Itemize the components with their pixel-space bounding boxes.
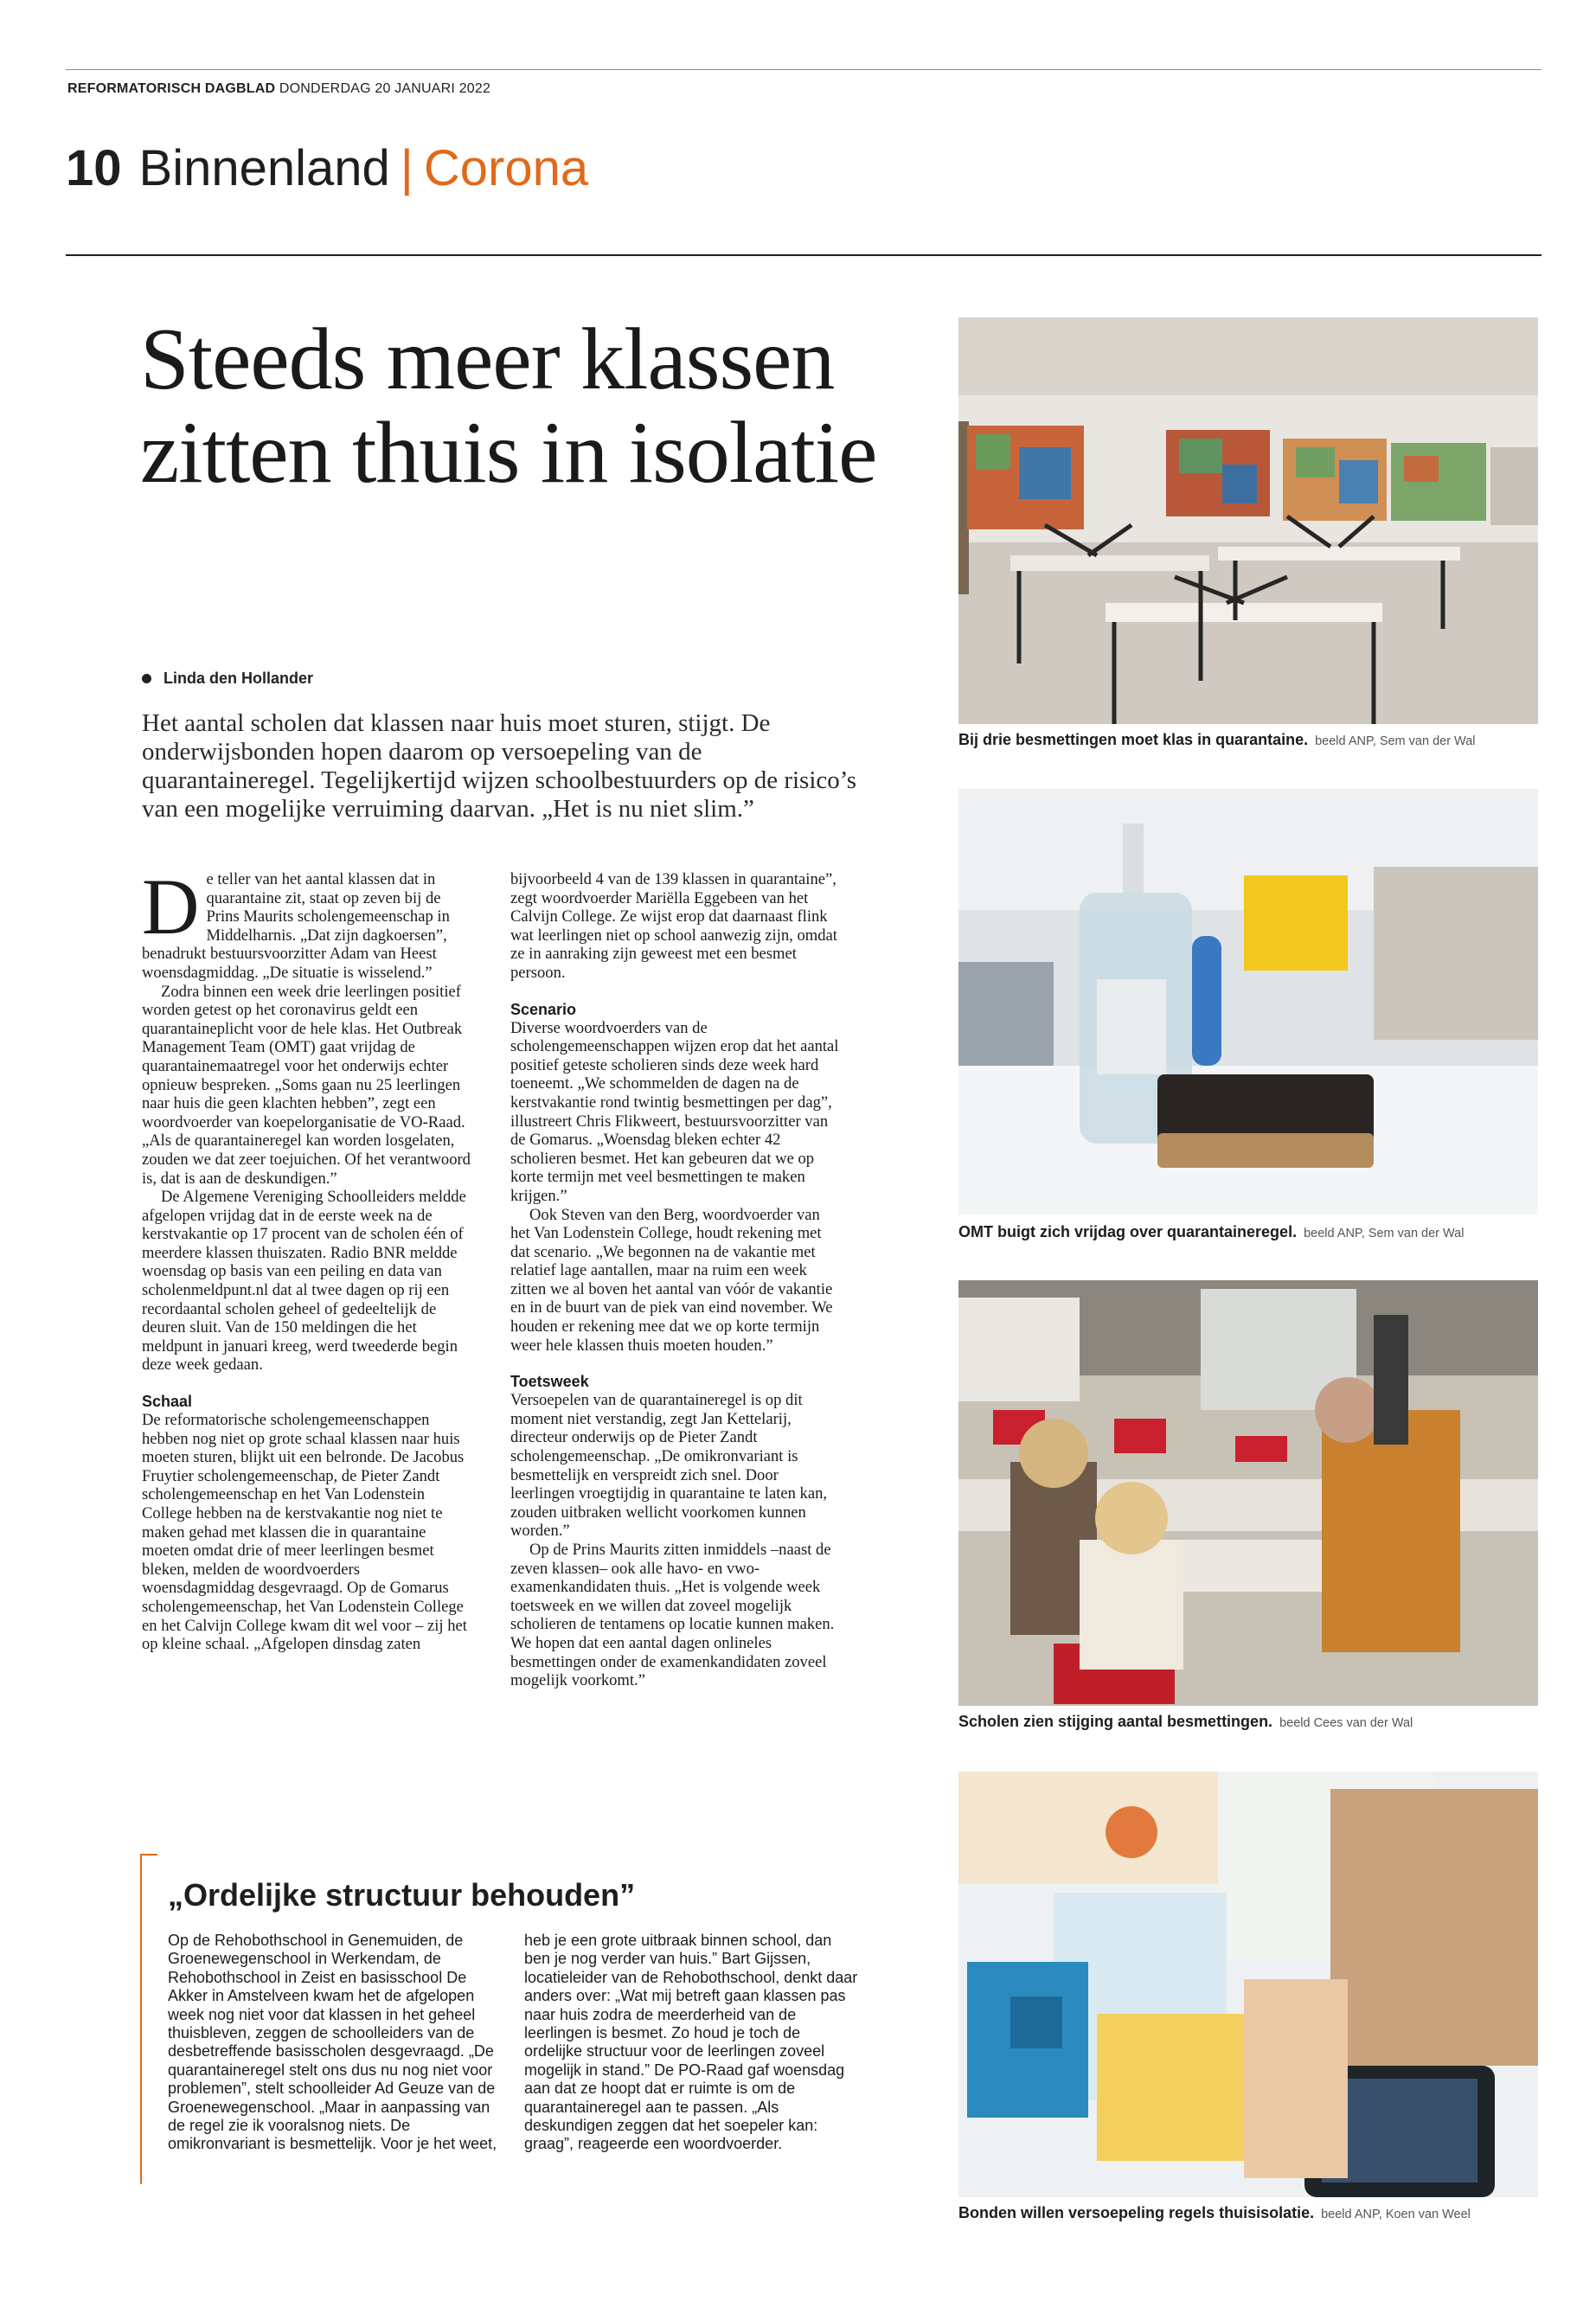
section-name: Binnenland [138, 140, 390, 196]
sidebar-accent-bar [140, 1854, 142, 2184]
article-column-1 [142, 862, 474, 1654]
subheading: Scenario [510, 1000, 577, 1018]
paragraph: Versoepelen van de quarantaineregel is op dit moment niet verstandig, zegt Jan Kettelarij, directeur onderwijs op de Pieter Zandt scholengemeenschap. „De omikronvariant is besmettelijk en verspreidt zich snel. Door leerlingen vroegtijdig in quarantaine te laten kan, zouden uitbraken wellicht voorkomen kunnen worden.” [510, 1391, 828, 1541]
paragraph: bijvoorbeeld 4 van de 139 klassen in quarantaine”, zegt woordvoerder Mariëlla Eggebeen van het Calvijn College. Ze wijst erop dat daarnaast flink wat leerlingen niet op school aanwezig zijn, omdat ze in aanraking zijn geweest met een besmet persoon. [510, 870, 837, 982]
paragraph-text: e teller van het aantal klassen dat in quarantaine zit, staat op zeven bij de Prins Maurits scholengemeenschap in Middelharnis. „Dat zijn dagkoersen”, benadrukt bestuursvoorzitter Adam van Heest woensdagmiddag. „De situatie is wisselend.” [142, 870, 450, 982]
sidebar-column-1: Op de Rehobothschool in Genemuiden, de Groenewegenschool in Werkendam, de Rehobothschool in Zeist en basisschool De Akker in Amstelveen kwam het de afgelopen week nog niet voor dat klassen in het geheel thuisbleven, zeggen de schoolleiders van de desbetreffende basisscholen desgevraagd. „De quarantaineregel stelt ons dus nu nog niet voor problemen”, stelt schoolleider Ad Geuze van de Groenewegenschool. „Maar in aanpassing van de regel zie ik vooralsnog niets. De omikronvariant is besmettelijk. Voor je het weet, [168, 1932, 497, 2153]
issue-date: DONDERDAG 20 JANUARI 2022 [279, 81, 491, 96]
subheading: Toetsweek [510, 1373, 589, 1391]
photo-caption [958, 731, 1547, 749]
caption-text: Scholen zien stijging aantal besmettingen. [958, 1713, 1273, 1730]
photo-students-lab [958, 1280, 1538, 1706]
masthead [67, 81, 490, 97]
section-separator: | [400, 140, 413, 196]
photo-sanitizer-eraser [958, 789, 1538, 1215]
paragraph: Ook Steven van den Berg, woordvoerder van het Van Lodenstein College, houdt rekening met dat scenario. „We begonnen na de vakantie met relatief lage aantallen, maar na ruim een week zitten we al boven het aantal van vóór de vakantie en in de buurt van de piek van eind november. We houden er rekening mee dat we op korte termijn weer hele klassen thuis moeten houden.” [510, 1205, 833, 1355]
subheading: Schaal [142, 1393, 193, 1411]
sidebar-column-2: heb je een grote uitbraak binnen school, dan ben je nog verder van huis.” Bart Gijssen, locatieleider van de Rehobothschool, denkt daar anders over: „Wat mij betreft gaan klassen pas naar huis zodra de meerderheid van de leerlingen is besmet. Zo houd je toch de ordelijke structuur voor de leerlingen zoveel mogelijk in stand.” De PO-Raad gaf woensdag aan dat ze hoopt dat er ruimte is om de quarantaineregel aan te passen. „Als deskundigen zeggen dat het soepeler kan: graag”, reageerde een woordvoerder. [524, 1932, 858, 2153]
photo-workbooks-tablet [958, 1772, 1538, 2197]
byline [142, 670, 313, 688]
paragraph: De reformatorische scholengemeenschappen hebben nog niet op grote schaal klassen naar huis moeten sturen, blijkt uit een belronde. De Jacobus Fruytier scholengemeenschap, de Pieter Zandt scholengemeenschap en het Van Lodenstein College hebben na de kerstvakantie nog niet te maken gehad met klassen die in quarantaine moeten omdat drie of meer leerlingen besmet bleken, melden de woordvoerders woensdagmiddag desgevraagd. Op de Gomarus scholengemeenschap, het Van Lodenstein College en het Calvijn College kwam dit wel voor – zij het op kleine schaal. „Afgelopen dinsdag zaten [142, 1411, 467, 1654]
article-headline: Steeds meer klassen zitten thuis in isolatie [140, 311, 877, 502]
paper-name: REFORMATORISCH DAGBLAD [67, 81, 276, 96]
paragraph: De Algemene Vereniging Schoolleiders meldde afgelopen vrijdag dat in de eerste week na de kerstvakantie op 17 procent van de scholen één of meerdere klassen thuiszaten. Radio BNR meldde woensdag op basis van een peiling en data van scholenmeldpunt.nl dat al twee dagen op rij een recordaantal scholen geheel of gedeeltelijk de deuren sluit. Van de 150 meldingen die het meldpunt in januari kreeg, werd tweederde begin deze week gedaan. [142, 1188, 466, 1375]
top-rule [66, 69, 1542, 70]
photo-caption [958, 1713, 1547, 1731]
header-rule [66, 254, 1542, 256]
article-column-2 [510, 870, 843, 1690]
byline-bullet-icon [142, 674, 151, 683]
photo-caption [958, 1223, 1547, 1241]
paragraph: Diverse woordvoerders van de scholengemeenschappen wijzen erop dat het aantal positief geteste scholieren sinds deze week hard toeneemt. „We schommelden de dagen na de kerstvakantie rond twintig besmettingen per dag”, illustreert Chris Flikweert, bestuursvoorzitter van de Gomarus. „Woensdag bleken echter 42 scholieren besmet. Het kan gebeuren dat we op korte termijn met veel besmettingen te maken krijgen.” [510, 1018, 839, 1205]
photo-credit: beeld ANP, Sem van der Wal [1304, 1227, 1465, 1240]
caption-text: Bij drie besmettingen moet klas in quarantaine. [958, 731, 1309, 748]
sidebar-accent-tick [140, 1854, 157, 1856]
paragraph: Zodra binnen een week drie leerlingen positief worden getest op het coronavirus geldt een quarantaineplicht voor de hele klas. Het Outbreak Management Team (OMT) gaat vrijdag de quarantainemaatregel voor het onderwijs echter opnieuw bespreken. „Soms gaan nu 25 leerlingen naar huis die geen klachten hebben”, zegt een woordvoerder van koepelorganisatie de VO-Raad. „Als de quarantaineregel kan worden losgelaten, zouden we dat zeer toejuichen. Of het verantwoord is, dat is aan de deskundigen.” [142, 982, 471, 1188]
subsection-name: Corona [423, 140, 589, 196]
photo-caption [958, 2204, 1547, 2222]
sidebar-title: „Ordelijke structuur behouden” [168, 1877, 636, 1913]
drop-cap: D [142, 862, 200, 951]
paragraph: Op de Prins Maurits zitten inmiddels –naast de zeven klassen– ook alle havo- en vwo-examenkandidaten thuis. „Het is volgende week toetsweek en we willen dat zoveel mogelijk scholieren de tentamens op locatie kunnen maken. We hopen dat een aantal dagen onlineles besmettingen onder de examenkandidaten zoveel mogelijk voorkomt.” [510, 1541, 835, 1690]
caption-text: OMT buigt zich vrijdag over quarantaineregel. [958, 1223, 1298, 1240]
section-header [66, 140, 589, 196]
page-number: 10 [66, 140, 122, 196]
caption-text: Bonden willen versoepeling regels thuisisolatie. [958, 2204, 1315, 2221]
author-name: Linda den Hollander [163, 670, 314, 687]
photo-credit: beeld Cees van der Wal [1279, 1716, 1413, 1730]
photo-classroom-maps [958, 317, 1538, 724]
photo-credit: beeld ANP, Sem van der Wal [1315, 734, 1476, 748]
photo-credit: beeld ANP, Koen van Weel [1321, 2208, 1471, 2221]
article-lead: Het aantal scholen dat klassen naar huis moet sturen, stijgt. De onderwijsbonden hopen daarom op versoepeling van de quarantaineregel. Tegelijkertijd wijzen schoolbestuurders op de risico’s van een mogelijke verruiming daarvan. „Het is nu niet slim.” [142, 709, 857, 823]
paragraph [142, 862, 474, 983]
